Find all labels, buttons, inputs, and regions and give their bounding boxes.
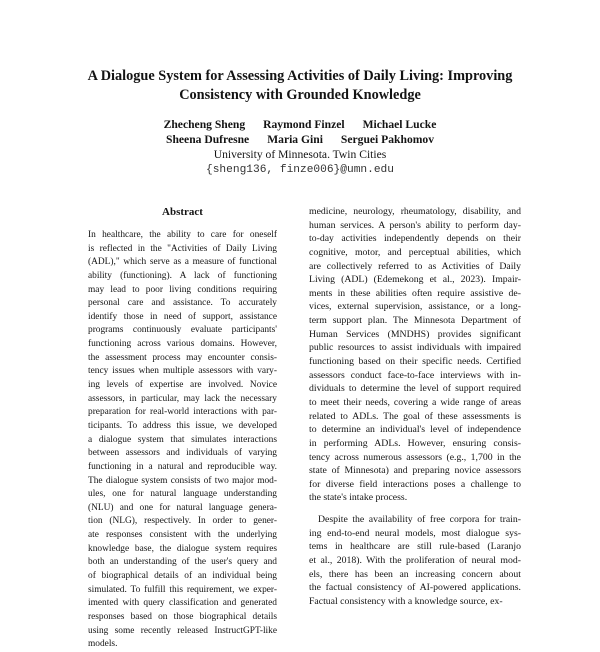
text-line: a dialogue system that simulates interactions [88, 434, 277, 445]
text-line: using some recently released InstructGPT-like [88, 625, 277, 636]
text-line: in performing ADLs. However, ensuring consis- [309, 437, 521, 449]
author-list [0, 117, 600, 147]
text-line: are collectively referred to as Activities of Daily [309, 260, 521, 272]
author-name: Raymond Finzel [263, 118, 345, 131]
text-line: functioning in a natural and reproducible way. [88, 461, 277, 472]
title-line-2: Consistency with Grounded Knowledge [179, 87, 421, 103]
abstract-body [88, 229, 277, 652]
author-row-1 [0, 117, 600, 132]
text-line: In healthcare, the ability to care for oneself [88, 230, 277, 240]
text-line: Human Services (MNDHS) provides significant [309, 328, 521, 340]
text-line: cognitive, motor, and perceptual abilities, which [309, 246, 521, 258]
paper-title [0, 67, 600, 105]
text-line: to-day activities independently depends on their [309, 233, 521, 245]
title-line-1: A Dialogue System for Assessing Activities of Daily Living: Improving [87, 68, 513, 84]
text-line: vices, external supervision, assistance, or a long- [309, 301, 521, 313]
text-line: programs continuously evaluate participants' [88, 325, 277, 336]
text-line: simulated. To fulfill this requirement, we exper- [88, 584, 277, 595]
author-row-2 [0, 132, 600, 147]
text-line: to meet their needs, covering a wide range of areas [309, 396, 521, 408]
text-line: els, there has been an increasing concern about [309, 568, 521, 580]
text-line: tency issues when multiple assessors with vary- [88, 366, 277, 377]
text-line: ate responses consistent with the underlying [88, 530, 277, 541]
author-email: {sheng136, finze006}@umn.edu [206, 164, 394, 176]
text-line: both an understanding of the user's query and [88, 557, 277, 568]
text-line: term support plan. The Minnesota Department of [309, 315, 521, 327]
text-line: The dialogue system consists of two major mod- [88, 475, 277, 486]
text-line: for diverse field interactions poses a challenge to [309, 478, 521, 490]
text-line: tion (NLG), respectively. In order to gener- [88, 516, 277, 527]
text-line: human services. A person's ability to perform day- [309, 219, 521, 231]
text-line: ticipants. To address this issue, we developed [88, 420, 277, 431]
text-line: (NLU) and one for natural language genera- [88, 502, 277, 513]
text-line: models. [88, 639, 118, 650]
text-line: identify those in need of support, assistance [88, 311, 277, 322]
text-line: ing levels of expertise are involved. Novice [88, 380, 277, 391]
intro-paragraph-1 [309, 205, 521, 505]
intro-paragraph-2 [309, 513, 521, 608]
intro-body [309, 205, 521, 609]
text-line: public resources to assist individuals with impaired [309, 342, 521, 354]
text-line: between assessors and individuals of varying [88, 448, 277, 459]
text-line: ules, one for natural language understanding [88, 489, 277, 500]
text-line: Factual consistency with a knowledge source, ex- [309, 595, 503, 607]
text-line: to determine an individual's level of independence [309, 424, 521, 436]
text-line: ments in these abilities often require assistive de- [309, 287, 521, 299]
text-line: tency across numerous assessors (e.g., 1,700 in the [309, 451, 521, 463]
text-line: (ADL)," which serve as a measure of functional [88, 257, 277, 268]
text-line: functioning based on their specific needs. Certified [309, 356, 521, 368]
text-line: preparation for real-world interactions with par- [88, 407, 277, 418]
text-line: assessors conduct face-to-face interviews with in- [309, 369, 521, 381]
author-name: Sheena Dufresne [166, 133, 250, 146]
author-name: Michael Lucke [362, 118, 437, 131]
text-line: ability (functioning). A lack of functioning [88, 270, 277, 281]
text-line: medicine, neurology, rheumatology, disability, and [309, 206, 521, 217]
text-line: is reflected in the "Activities of Daily Living [88, 243, 277, 254]
text-line: assessors, in particular, may lack the necessary [88, 393, 277, 404]
text-line: the factual consistency of AI-powered applications. [309, 582, 521, 594]
text-line: tems in healthcare are still rule-based (Laranjo [309, 541, 521, 553]
text-line: responses based on those biographical details [88, 611, 277, 622]
text-line: of biographical details of an individual being [88, 571, 277, 582]
text-line: functioning across various domains. However, [88, 339, 277, 350]
text-line: may lead to poor living conditions requiring [88, 284, 277, 295]
text-line: dividuals to determine the level of support required [309, 383, 521, 395]
text-line: related to ADLs. The goal of these assessments is [309, 410, 521, 422]
text-line: the assessment process may encounter consis- [88, 352, 277, 363]
author-name: Maria Gini [267, 133, 323, 146]
text-line: ing end-to-end neural models, most dialogue sys- [309, 527, 521, 539]
text-line: imented with query classification and generated [88, 598, 277, 609]
text-line: et al., 2018). With the proliferation of neural mod- [309, 555, 521, 567]
author-name: Zhecheng Sheng [163, 118, 246, 131]
text-line: personal care and assistance. To accurately [88, 298, 277, 309]
affiliation: University of Minnesota. Twin Cities [213, 148, 387, 161]
author-name: Serguei Pakhomov [340, 133, 434, 146]
abstract-heading: Abstract [162, 206, 203, 218]
text-line: Despite the availability of free corpora for train- [318, 514, 521, 526]
text-line: Living (ADL) (Edemekong et al., 2023). Impair- [309, 274, 521, 286]
text-line: state of Minnesota) and preparing novice assessors [309, 465, 521, 477]
text-line: the state's intake process. [309, 492, 408, 504]
text-line: knowledge base, the dialogue system requires [88, 543, 277, 554]
